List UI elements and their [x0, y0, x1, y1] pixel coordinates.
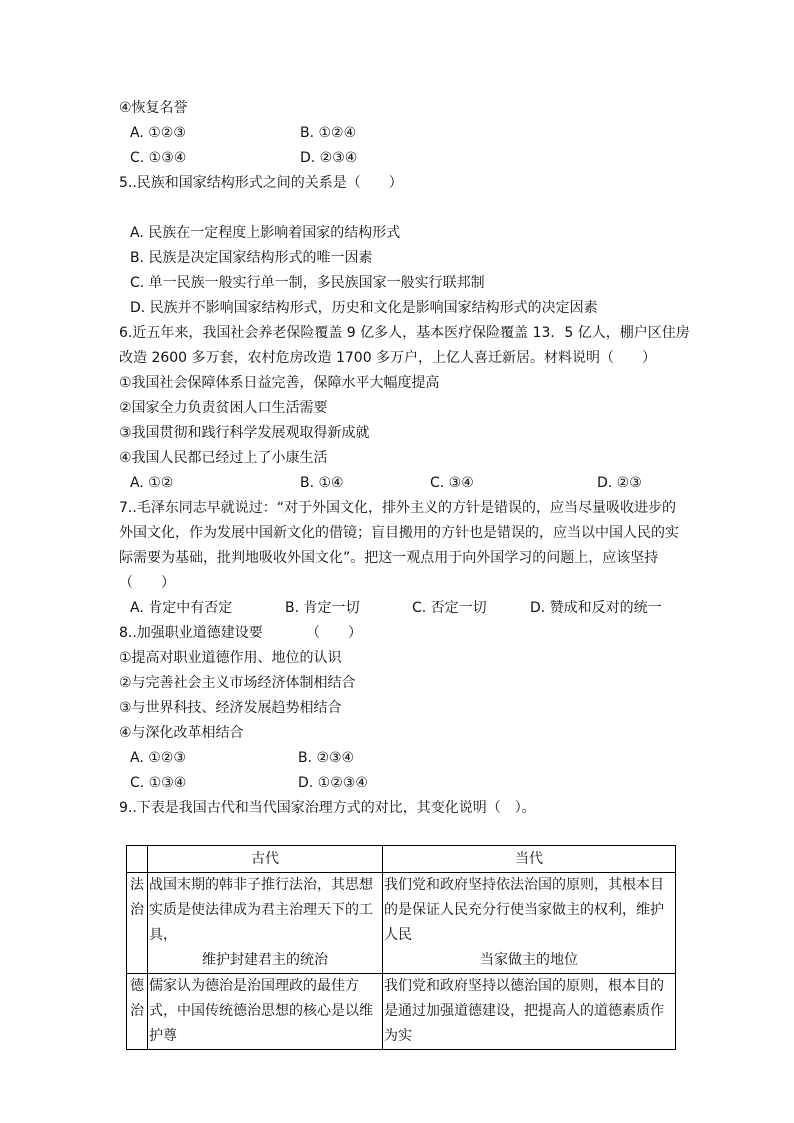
q6-option-d[interactable]: D. ②③ — [597, 475, 642, 491]
q6-item-1: ①我国社会保障体系日益完善，保障水平大幅度提高 — [119, 375, 440, 391]
q7-stem-line-3: 际需要为基础，批判地吸收外国文化”。把这一观点用于向外国学习的问题上，应该坚持 — [119, 550, 659, 566]
q8-option-d[interactable]: D. ①②③④ — [298, 775, 368, 791]
q7-option-d[interactable]: D. 赞成和反对的统一 — [530, 600, 662, 616]
cell-modern-rule-of-law-text: 我们党和政府坚持依法治国的原则，其根本目的是保证人民充分行使当家做主的权利，维护人民 — [384, 877, 664, 943]
q6-stem-line-2: 改造 2600 多万套，农村危房改造 1700 多万户，上亿人喜迁新居。材料说明（ ） — [119, 350, 657, 366]
q8-answer-paren: （ ） — [306, 625, 362, 641]
q5-option-d[interactable]: D. 民族并不影响国家结构形式，历史和文化是影响国家结构形式的决定因素 — [130, 300, 598, 316]
q4-option-c[interactable]: C. ①③④ — [130, 150, 187, 166]
q5-option-a[interactable]: A. 民族在一定程度上影响着国家的结构形式 — [130, 225, 401, 241]
q6-option-b[interactable]: B. ①④ — [300, 475, 344, 491]
row-label-rule-of-law: 法治 — [127, 873, 148, 974]
q4-option-b[interactable]: B. ①②④ — [300, 125, 357, 141]
table-header-corner — [127, 846, 148, 873]
q7-stem-line-4: （ ） — [119, 575, 175, 591]
q8-option-c[interactable]: C. ①③④ — [130, 775, 187, 791]
q9-comparison-table — [126, 845, 676, 1050]
q6-option-a[interactable]: A. ①② — [130, 475, 174, 491]
q4-item-4: ④恢复名誉 — [119, 100, 188, 116]
q5-option-b[interactable]: B. 民族是决定国家结构形式的唯一因素 — [130, 250, 373, 266]
q8-option-b[interactable]: B. ②③④ — [298, 750, 355, 766]
cell-modern-rule-of-virtue-text: 我们党和政府坚持以德治国的原则，根本目的是通过加强道德建设，把提高人的道德素质作为实 — [384, 978, 664, 1044]
q9-stem: 9..下表是我国古代和当代国家治理方式的对比，其变化说明（ ）。 — [119, 800, 536, 816]
table-header-modern: 当代 — [383, 846, 676, 873]
q8-option-a[interactable]: A. ①②③ — [130, 750, 186, 766]
table-header-ancient: 古代 — [148, 846, 383, 873]
q8-item-4: ④与深化改革相结合 — [119, 725, 244, 741]
q8-item-2: ②与完善社会主义市场经济体制相结合 — [119, 675, 356, 691]
table-header-row — [127, 846, 676, 873]
cell-ancient-rule-of-law-text: 战国末期的韩非子推行法治，其思想实质是使法律成为君主治理天下的工具， — [149, 877, 373, 943]
q8-item-3: ③与世界科技、经济发展趋势相结合 — [119, 700, 342, 716]
cell-ancient-rule-of-virtue-text: 儒家认为德治是治国理政的最佳方式，中国传统德治思想的核心是以维护尊 — [149, 978, 373, 1044]
row-label-rule-of-virtue: 德治 — [127, 974, 148, 1050]
cell-modern-rule-of-law — [383, 873, 676, 974]
q6-option-c[interactable]: C. ③④ — [430, 475, 474, 491]
q7-option-b[interactable]: B. 肯定一切 — [285, 600, 360, 616]
table-row — [127, 974, 676, 1050]
q5-option-c[interactable]: C. 单一民族一般实行单一制，多民族国家一般实行联邦制 — [130, 275, 485, 291]
q7-option-a[interactable]: A. 肯定中有否定 — [130, 600, 233, 616]
q6-stem-line-1: 6.近五年来，我国社会养老保险覆盖 9 亿多人，基本医疗保险覆盖 13．5 亿人，棚户区住房 — [119, 325, 690, 341]
q7-stem-line-2: 外国文化，作为发展中国新文化的借镜；盲目搬用的方针也是错误的，应当以中国人民的实 — [119, 525, 679, 541]
cell-modern-rule-of-virtue — [383, 974, 676, 1050]
q6-item-3: ③我国贯彻和践行科学发展观取得新成就 — [119, 425, 370, 441]
q8-stem: 8..加强职业道德建设要 — [119, 625, 263, 641]
q4-option-a[interactable]: A. ①②③ — [130, 125, 186, 141]
q4-option-d[interactable]: D. ②③④ — [300, 150, 358, 166]
cell-modern-rule-of-law-last: 当家做主的地位 — [480, 952, 578, 968]
cell-ancient-rule-of-law — [148, 873, 383, 974]
cell-ancient-rule-of-law-last: 维护封建君主的统治 — [202, 952, 328, 968]
q6-item-2: ②国家全力负责贫困人口生活需要 — [119, 400, 328, 416]
table-row — [127, 873, 676, 974]
q5-stem: 5..民族和国家结构形式之间的关系是（ ） — [119, 175, 403, 191]
q7-stem-line-1: 7..毛泽东同志早就说过：“对于外国文化，排外主义的方针是错误的，应当尽量吸收进步的 — [119, 500, 677, 516]
q8-item-1: ①提高对职业道德作用、地位的认识 — [119, 650, 342, 666]
cell-ancient-rule-of-virtue — [148, 974, 383, 1050]
q7-option-c[interactable]: C. 否定一切 — [412, 600, 487, 616]
q6-item-4: ④我国人民都已经过上了小康生活 — [119, 450, 328, 466]
